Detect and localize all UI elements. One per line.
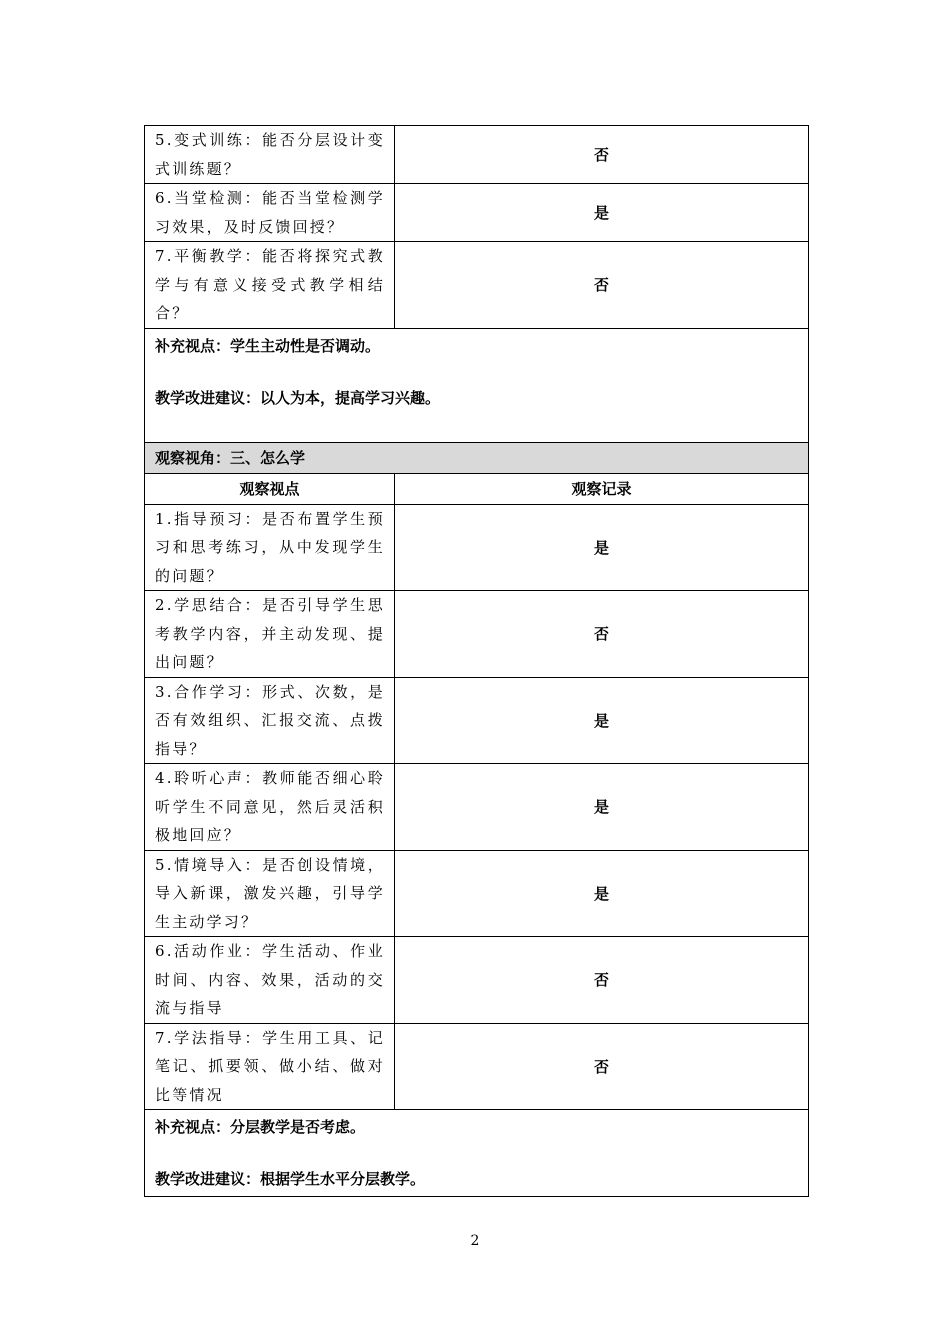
notes-row — [145, 328, 809, 442]
supplement-point: 补充视点：分层教学是否考虑。 — [155, 1118, 366, 1136]
table-row — [145, 184, 809, 242]
observation-record: 是 — [395, 504, 809, 591]
observation-record: 否 — [395, 126, 809, 184]
observation-record: 是 — [395, 850, 809, 937]
column-header-point: 观察视点 — [145, 473, 395, 504]
improvement-suggestion: 教学改进建议：根据学生水平分层教学。 — [155, 1170, 426, 1188]
table-row — [145, 764, 809, 851]
table-row — [145, 677, 809, 764]
observation-point: 3.合作学习：形式、次数，是否有效组织、汇报交流、点拨指导？ — [145, 677, 395, 764]
observation-point: 7.平衡教学：能否将探究式教学与有意义接受式教学相结合？ — [145, 242, 395, 329]
notes-row — [145, 1110, 809, 1197]
observation-record: 是 — [395, 764, 809, 851]
supplement-point: 补充视点：学生主动性是否调动。 — [155, 336, 381, 355]
observation-point: 7.学法指导：学生用工具、记笔记、抓要领、做小结、做对比等情况 — [145, 1023, 395, 1110]
observation-point: 5.变式训练：能否分层设计变式训练题？ — [145, 126, 395, 184]
notes-cell — [145, 328, 809, 442]
improvement-suggestion: 教学改进建议：以人为本，提高学习兴趣。 — [155, 388, 441, 407]
page-number: 2 — [470, 1233, 480, 1249]
table-row — [145, 504, 809, 591]
table-row — [145, 850, 809, 937]
observation-table — [144, 125, 809, 1197]
observation-point: 5.情境导入：是否创设情境，导入新课，激发兴趣，引导学生主动学习？ — [145, 850, 395, 937]
observation-point: 2.学思结合：是否引导学生思考教学内容，并主动发现、提出问题？ — [145, 591, 395, 678]
observation-record: 否 — [395, 591, 809, 678]
observation-point: 4.聆听心声：教师能否细心聆听学生不同意见，然后灵活积极地回应？ — [145, 764, 395, 851]
observation-point: 6.当堂检测：能否当堂检测学习效果，及时反馈回授？ — [145, 184, 395, 242]
table-row — [145, 1023, 809, 1110]
observation-record: 是 — [395, 184, 809, 242]
column-header-row — [145, 473, 809, 504]
table-row — [145, 591, 809, 678]
table-row — [145, 126, 809, 184]
notes-cell — [145, 1110, 809, 1197]
table-row — [145, 242, 809, 329]
observation-record: 是 — [395, 677, 809, 764]
observation-point: 1.指导预习：是否布置学生预习和思考练习，从中发现学生的问题？ — [145, 504, 395, 591]
observation-record: 否 — [395, 242, 809, 329]
column-header-record: 观察记录 — [395, 473, 809, 504]
section-title: 观察视角：三、怎么学 — [145, 442, 809, 473]
observation-point: 6.活动作业：学生活动、作业时间、内容、效果，活动的交流与指导 — [145, 937, 395, 1024]
observation-record: 否 — [395, 937, 809, 1024]
table-row — [145, 937, 809, 1024]
observation-record: 否 — [395, 1023, 809, 1110]
section-header-row — [145, 442, 809, 473]
